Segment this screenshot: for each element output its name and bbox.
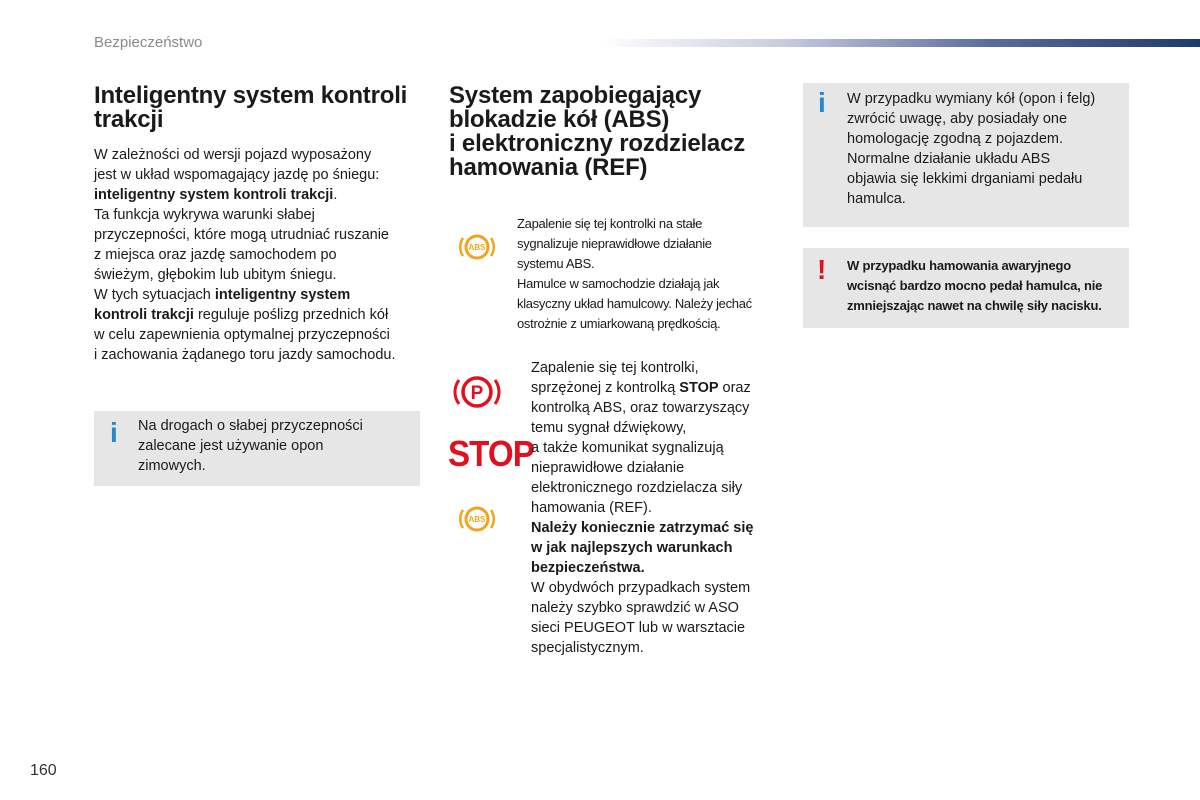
- svg-text:ABS: ABS: [468, 243, 486, 252]
- stop-warning-icon: STOP: [448, 433, 534, 474]
- header-gradient-bar: [600, 39, 1200, 47]
- exclamation-icon: !: [817, 254, 827, 285]
- abs-ref-section: [449, 84, 779, 180]
- abs-warning-icon: [457, 229, 497, 265]
- traction-control-title: Inteligentny system kontroli trakcji: [94, 82, 408, 133]
- page-number: 160: [30, 762, 57, 779]
- winter-tyres-info-text: Na drogach o słabej przyczepności zalecane jest używanie opon zimowych.: [138, 418, 363, 474]
- emergency-braking-warning-box: [803, 248, 1129, 328]
- winter-tyres-info-box: [94, 411, 420, 486]
- svg-text:P: P: [470, 383, 484, 404]
- traction-control-section: [94, 84, 424, 365]
- ref-warning-text: Zapalenie się tej kontrolki, sprzężonej z kontrolką STOP oraz kontrolką ABS, oraz towarzyszący temu sygnał dźwiękowy, a także komunikat sygnalizują nieprawidłowe działanie elektronicznego rozdzielacza siły hamowania (REF). Należy koniecznie zatrzymać się w jak najlepszych warunkach bezpieczeństwa. W obydwóch przypadkach system należy szybko sprawdzić w ASO sieci PEUGEOT lub w warsztacie specjalistycznym.: [531, 360, 754, 656]
- wheel-replacement-info-text: W przypadku wymiany kół (opon i felg) zwrócić uwagę, aby posiadały one homologację zgodną z pojazdem. Normalne działanie układu ABS objawia się lekkimi drganiami pedału hamulca.: [847, 91, 1096, 207]
- emergency-braking-warning-text: W przypadku hamowania awaryjnego wcisnąć bardzo mocno pedał hamulca, nie zmniejszając nawet na chwilę siły nacisku.: [847, 258, 1103, 313]
- traction-control-text: W zależności od wersji pojazd wyposażony jest w układ wspomagający jazdę po śniegu: inteligentny system kontroli trakcji. Ta funkcja wykrywa warunki słabej przyczepności, które mogą utrudniać ruszanie z miejsca oraz jazdę samochodem po świeżym, głębokim lub ubitym śniegu. W tych sytuacjach inteligentny system kontroli trakcji reguluje poślizg przednich kół w celu zapewnienia optymalnej przyczepności i zachowania żądanego toru jazdy samochodu.: [94, 147, 396, 363]
- abs-warning-text: Zapalenie się tej kontrolki na stałe sygnalizuje nieprawidłowe działanie systemu ABS. Hamulce w samochodzie działają jak klasyczny układ hamulcowy. Należy jechać ostrożnie z umiarkowaną prędkością.: [517, 216, 752, 331]
- section-label: Bezpieczeństwo: [94, 34, 203, 51]
- info-icon: i: [818, 87, 826, 118]
- wheel-replacement-info-box: [803, 83, 1129, 227]
- svg-text:ABS: ABS: [468, 515, 486, 524]
- abs-warning-icon: [457, 501, 497, 537]
- abs-ref-title: System zapobiegający blokadzie kół (ABS) i elektroniczny rozdzielacz hamowania (REF): [449, 82, 746, 181]
- info-icon: i: [110, 417, 118, 448]
- brake-warning-icon: [452, 370, 502, 414]
